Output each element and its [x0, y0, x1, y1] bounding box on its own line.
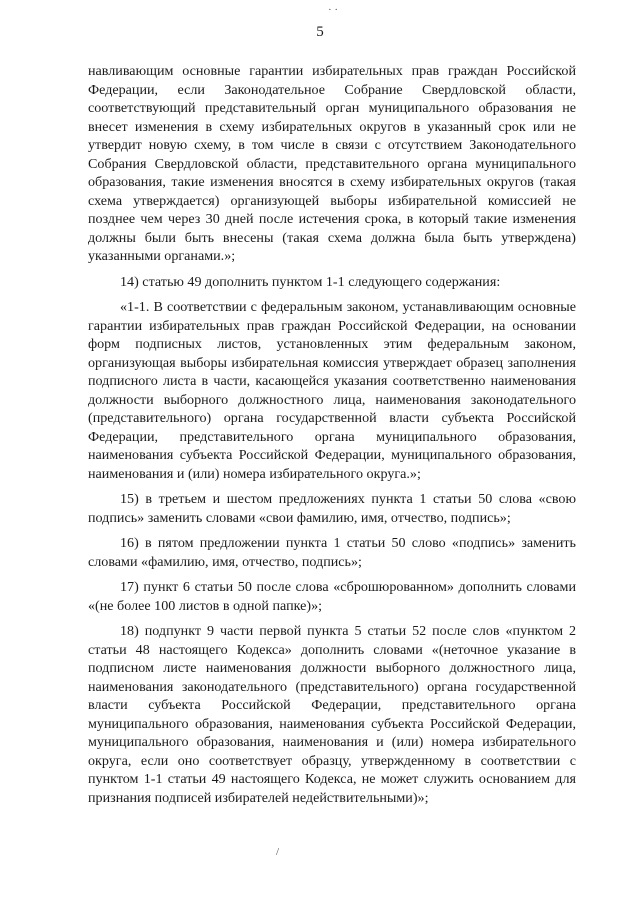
paragraph-item-18: 18) подпункт 9 части первой пункта 5 статьи 52 после слов «пунктом 2 статьи 48 настоящего Кодекса» дополнить словами «(неточное указание в подписном листе наименования должности выборного должностного лица, наименования законодательного (представительного) органа государственной власти субъекта Российской Федерации, представительного органа муниципального образования, наименования субъекта Российской Федерации, муниципального образования, наименования и (или) номера избирательного округа, если оно соответствует образцу, утвержденному в соответствии с пунктом 1-1 статьи 49 настоящего Кодекса, не может служить основанием для признания подписей избирателей недействительными)»; [88, 623, 576, 806]
paragraph-item-14: 14) статью 49 дополнить пунктом 1-1 следующего содержания: [120, 273, 501, 290]
paragraph-item-17: 17) пункт 6 статьи 50 после слова «сброшюрованном» дополнить словами «(не более 100 листов в одной папке)»; [88, 579, 576, 614]
paragraph-item-15: 15) в третьем и шестом предложениях пункта 1 статьи 50 слова «свою подпись» заменить словами «свои фамилию, имя, отчество, подпись»; [88, 491, 576, 526]
scan-mark: / [276, 846, 280, 858]
paragraph-continuation: навливающим основные гарантии избирательных прав граждан Российской Федерации, если Законодательное Собрание Свердловской области, соответствующий представительный орган муниципального образования не внесет изменения в схему избирательных округов в указанный срок или не утвердит новую схему, в том числе в связи с отсутствием Законодательного Собрания Свердловской области, представительного органа муниципального образования, такие изменения вносятся в схему избирательных округов (такая схема утверждается) организующей выборы избирательной комиссией не позднее чем через 30 дней после истечения срока, в который такие изменения должны были быть внесены (такая схема должна была быть утверждена) указанными органами.»; [88, 63, 576, 264]
document-body [88, 62, 576, 814]
page-number: 5 [316, 24, 324, 40]
scan-mark: · · [328, 4, 339, 16]
paragraph-quote-1-1: «1-1. В соответствии с федеральным законом, устанавливающим основные гарантии избирательных прав граждан Российской Федерации, на основании форм подписных листов, установленных этим федеральным законом, организующая выборы избирательная комиссия утверждает образец заполнения подписного листа в части, касающейся указания соответственно наименования должности выборного должностного лица, наименования законодательного (представительного) органа государственной власти субъекта Российской Федерации, представительного органа муниципального образования, наименования субъекта Российской Федерации, муниципального образования, наименования и (или) номера избирательного округа.»; [88, 299, 576, 482]
paragraph-item-16: 16) в пятом предложении пункта 1 статьи 50 слово «подпись» заменить словами «фамилию, имя, отчество, подпись»; [88, 535, 576, 570]
